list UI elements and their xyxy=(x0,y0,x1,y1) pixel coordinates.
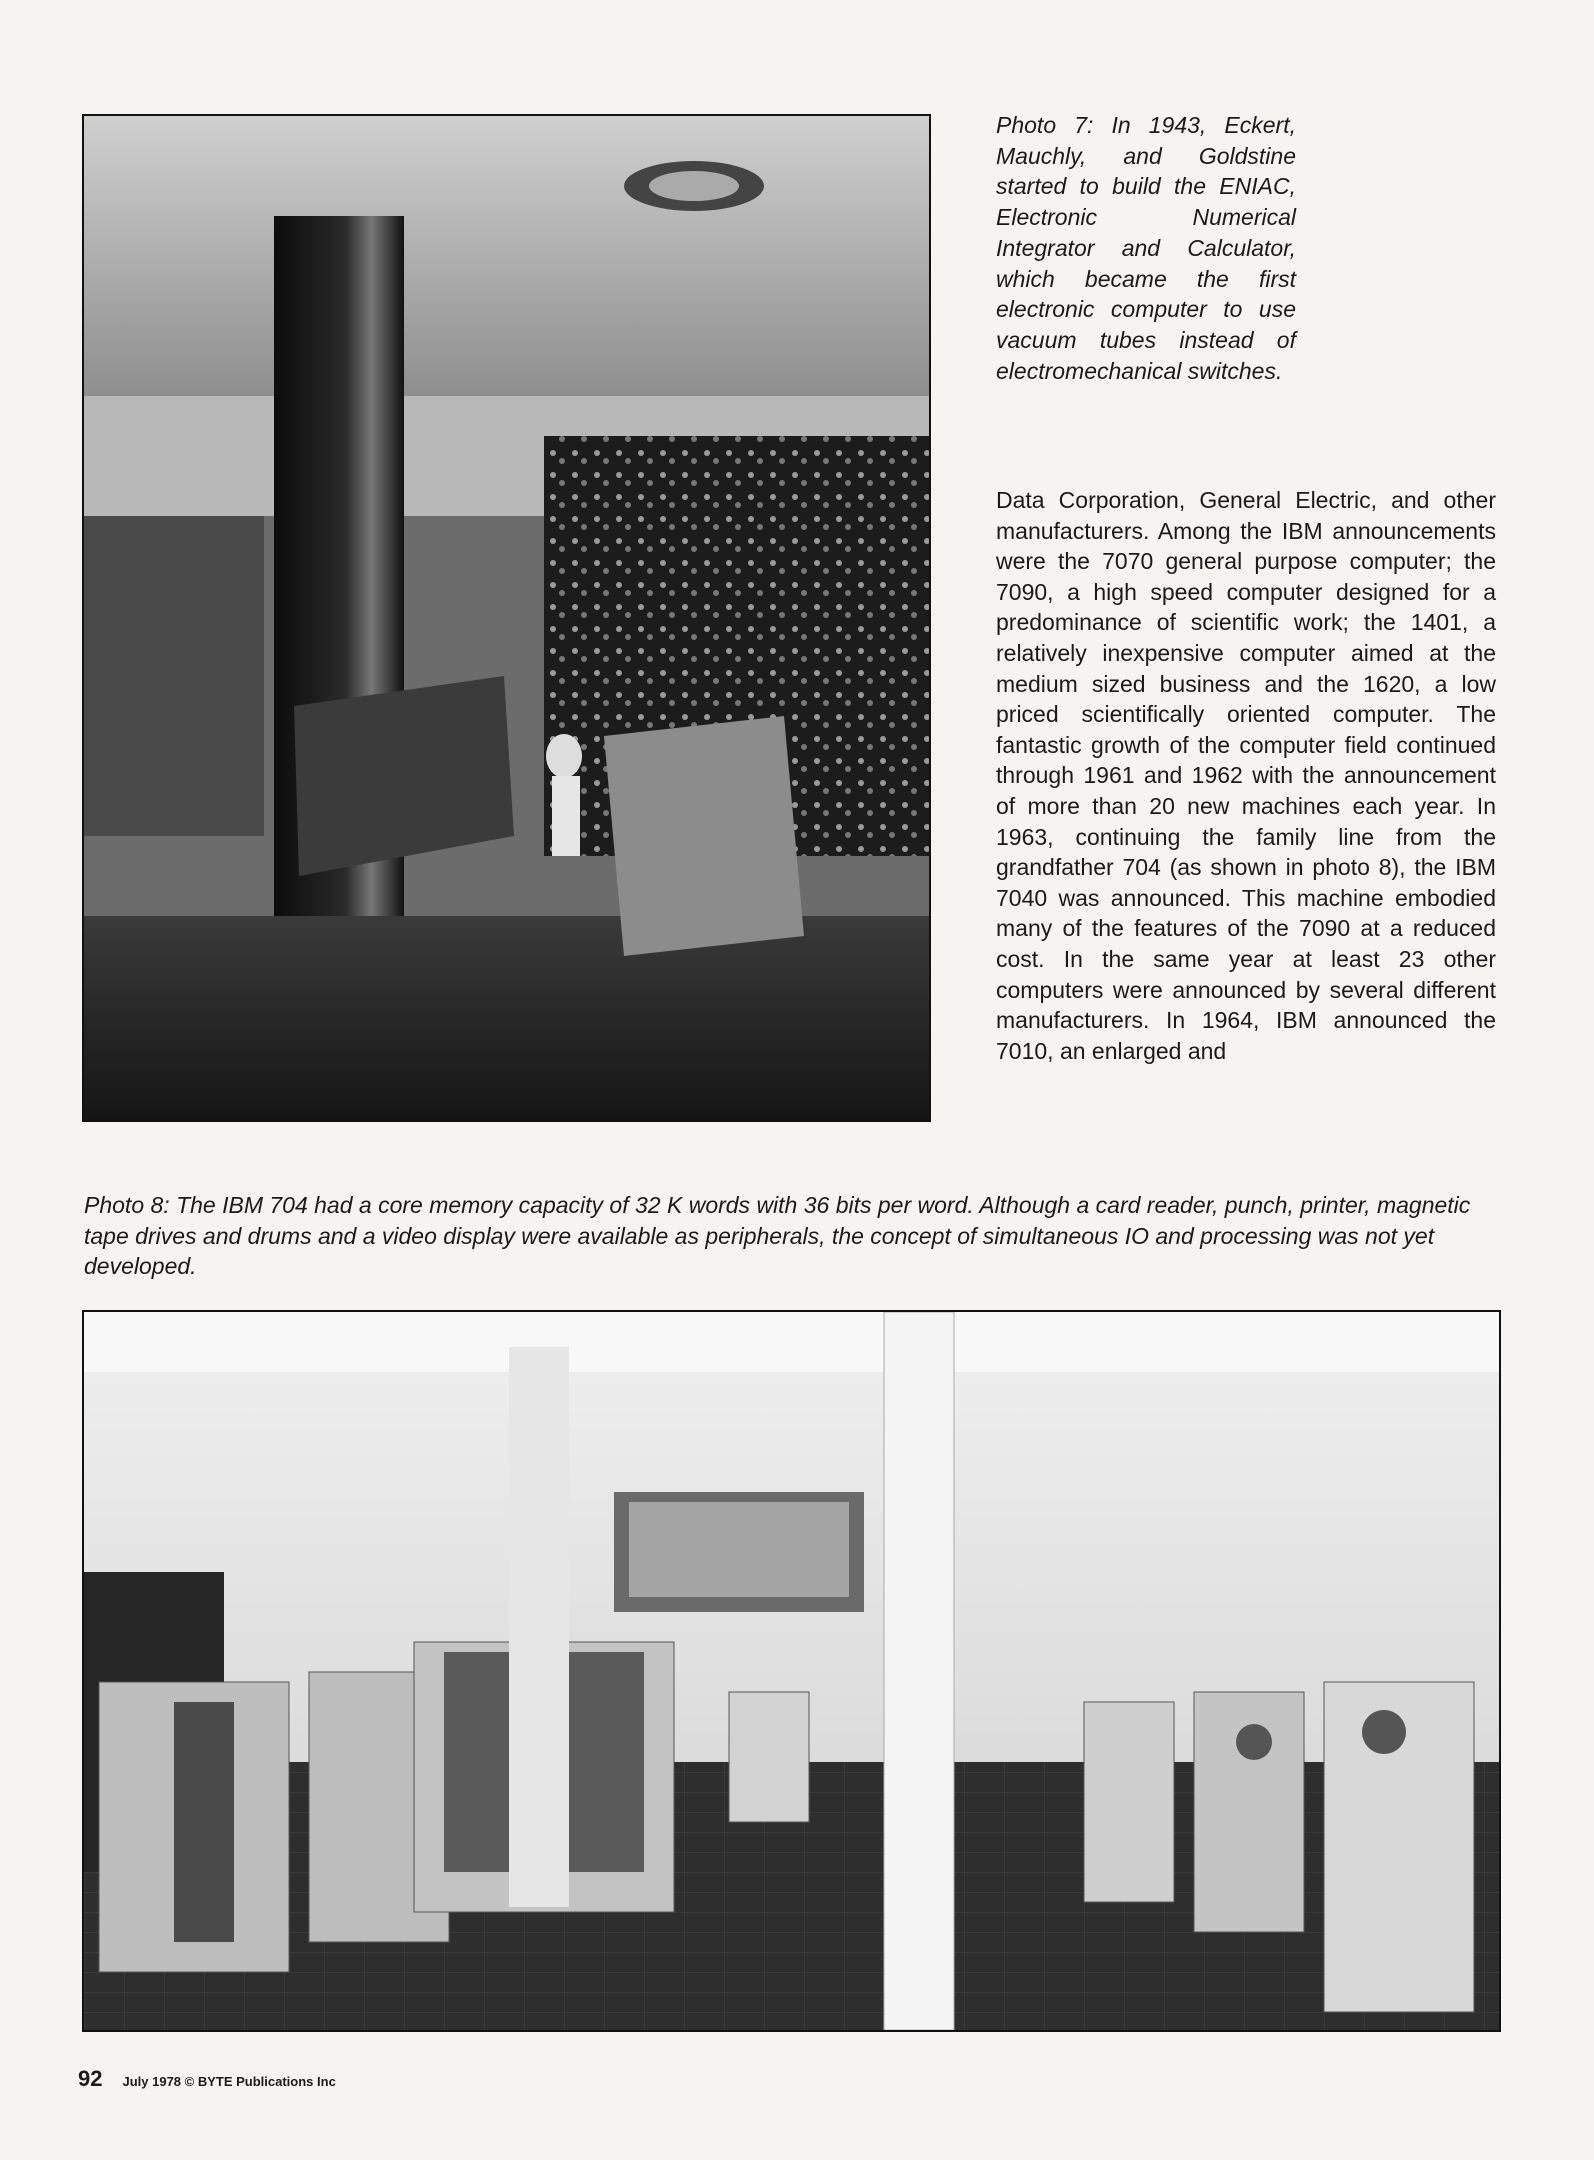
photo-8-image xyxy=(84,1312,1499,2030)
photo-8-caption: Photo 8: The IBM 704 had a core memory capacity of 32 K words with 36 bits per word. Although a card reader, punch, printer, magnetic tape drives and drums and a video display were available as peripherals, the concept of simultaneous IO and processing was not yet developed. xyxy=(84,1192,1471,1279)
photo-7-eniac xyxy=(82,114,931,1122)
footer-credit: July 1978 © BYTE Publications Inc xyxy=(122,2074,336,2089)
photo-8-ibm-704 xyxy=(82,1310,1501,2032)
page-number: 92 xyxy=(78,2066,103,2091)
body-paragraph: Data Corporation, General Electric, and other manufacturers. Among the IBM announcements were the 7070 general purpose computer; the 7090, a high speed computer designed for a predominance of scientific work; the 1401, a relatively inexpensive computer aimed at the medium sized business and the 1620, a low priced scientifically oriented computer. The fantastic growth of the computer field continued through 1961 and 1962 with the announcement of more than 20 new machines each year. In 1963, continuing the family line from the grandfather 704 (as shown in photo 8), the IBM 7040 was announced. This machine embodied many of the features of the 7090 at a reduced cost. In the same year at least 23 other computers were announced by several different manufacturers. In 1964, IBM announced the 7010, an enlarged and xyxy=(996,487,1496,1064)
photo-7-image xyxy=(84,116,929,1120)
photo-7-caption: Photo 7: In 1943, Eckert, Mauchly, and Goldstine started to build the ENIAC, Electronic Numerical Integrator and Calculator, which became the first electronic computer to use vacuum tubes instead of electromechanical switches. xyxy=(996,112,1296,384)
page-footer xyxy=(78,2066,336,2092)
